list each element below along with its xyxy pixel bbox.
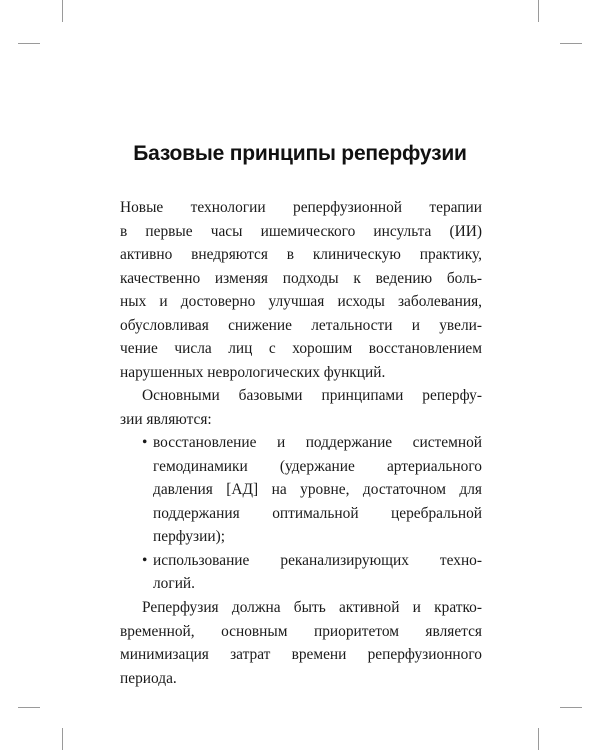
bullet-marker: •	[142, 551, 148, 569]
crop-mark	[538, 728, 539, 750]
bullet-text: использование реканализирующих техно-	[153, 551, 482, 569]
crop-mark	[560, 707, 582, 708]
list-item	[120, 431, 482, 549]
crop-mark	[62, 728, 63, 750]
bullet-marker: •	[142, 434, 148, 451]
text-line: давления [АД] на уровне, достаточном для	[153, 481, 482, 498]
text-line: Реперфузия должна быть активной и кратко-	[142, 599, 482, 616]
text-line	[120, 431, 482, 455]
text-line: минимизация затрат времени реперфузионного	[120, 646, 482, 663]
text-line: зии являются:	[120, 410, 212, 428]
text-line: нарушенных неврологических функций.	[120, 363, 386, 381]
bullet-list	[120, 431, 482, 596]
text-line: Новые технологии реперфузионной терапии	[120, 199, 482, 216]
text-line: логий.	[153, 575, 196, 592]
text-line: обусловливая снижение летальности и увели-	[120, 316, 482, 334]
text-line	[120, 549, 482, 573]
paragraph-conclusion	[120, 596, 482, 690]
crop-mark	[18, 43, 40, 44]
text-line: Основными базовыми принципами реперфу-	[142, 387, 482, 404]
text-line: периода.	[120, 669, 177, 687]
text-line: ных и достоверно улучшая исходы заболевания,	[120, 293, 482, 310]
text-line: активно внедряются в клиническую практику,	[120, 246, 482, 263]
page-title: Базовые принципы реперфузии	[133, 142, 467, 165]
crop-mark	[538, 0, 539, 22]
bullet-text: восстановление и поддержание системной	[153, 434, 482, 451]
text-line: поддержания оптимальной церебральной	[153, 504, 482, 522]
text-line: перфузии);	[153, 528, 226, 545]
crop-mark	[62, 0, 63, 22]
crop-mark	[560, 43, 582, 44]
crop-mark	[18, 707, 40, 708]
paragraph-intro	[120, 196, 482, 384]
text-line: временной, основным приоритетом является	[120, 622, 482, 640]
text-line: качественно изменяя подходы к ведению боль-	[120, 269, 482, 287]
text-line: гемодинамики (удержание артериального	[153, 457, 482, 475]
text-line: чение числа лиц с хорошим восстановлением	[120, 340, 482, 357]
paragraph-principles	[120, 384, 482, 431]
list-item	[120, 549, 482, 596]
text-line: в первые часы ишемического инсульта (ИИ)	[120, 222, 482, 240]
